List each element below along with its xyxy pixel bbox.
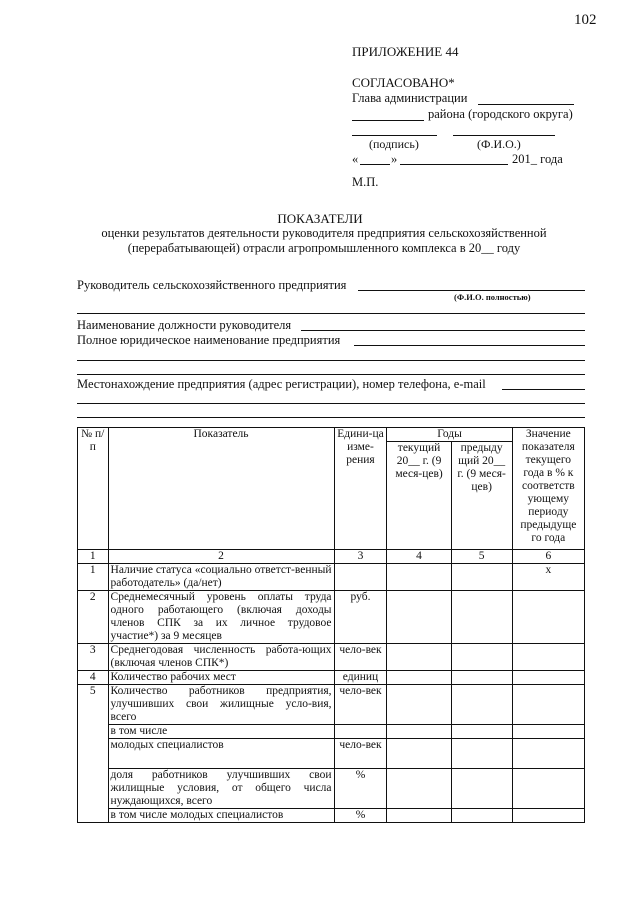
row-num: 2 — [78, 591, 109, 644]
date-month-line — [400, 164, 508, 165]
row-previous[interactable] — [451, 739, 512, 769]
row-unit: чело-век — [334, 644, 387, 671]
row-num — [78, 769, 109, 809]
date-day-line — [360, 164, 390, 165]
row-previous[interactable] — [451, 644, 512, 671]
row-value[interactable] — [512, 769, 584, 809]
signature-caption: (подпись) — [369, 137, 419, 151]
row-current[interactable] — [387, 809, 451, 823]
row-num — [78, 725, 109, 739]
col-num: 3 — [334, 550, 387, 564]
head-admin-label: Глава администрации — [352, 91, 468, 105]
row-unit — [334, 564, 387, 591]
row-previous[interactable] — [451, 725, 512, 739]
header-previous-year: предыду щий 20__ г. (9 меся-цев) — [451, 442, 512, 550]
row-value[interactable] — [512, 739, 584, 769]
row-indicator: Среднегодовая численность работа-ющих (включая членов СПК*) — [108, 644, 334, 671]
row-previous[interactable] — [451, 809, 512, 823]
row-num: 3 — [78, 644, 109, 671]
row-indicator: Среднемесячный уровень оплаты труда одного работающего (включая доходы членов СПК за их личное трудовое участие*) за 9 месяцев — [108, 591, 334, 644]
table-header-row — [78, 428, 585, 442]
legal-name-field-label: Полное юридическое наименование предприятия — [77, 333, 341, 347]
row-current[interactable] — [387, 725, 451, 739]
table-row — [78, 671, 585, 685]
table-row — [78, 564, 585, 591]
column-number-row — [78, 550, 585, 564]
appendix-label: ПРИЛОЖЕНИЕ 44 — [352, 44, 459, 59]
signature-line — [352, 135, 437, 136]
table-row — [78, 685, 585, 725]
document-subtitle-line2: (перерабатывающей) отрасли агропромышленного комплекса в 20__ году — [127, 241, 521, 255]
row-previous[interactable] — [451, 671, 512, 685]
row-indicator: в том числе молодых специалистов — [108, 809, 334, 823]
stamp-label: М.П. — [352, 175, 379, 189]
header-unit: Едини-ца изме-рения — [334, 428, 387, 550]
row-unit: руб. — [334, 591, 387, 644]
legal-name-field-line — [354, 345, 585, 346]
blank-line-1 — [77, 313, 585, 314]
header-value: Значение показателя текущего года в % к соответств ующему периоду предыдуще го года — [512, 428, 584, 550]
row-current[interactable] — [387, 685, 451, 725]
document-title: ПОКАЗАТЕЛИ — [277, 211, 363, 226]
row-unit: % — [334, 809, 387, 823]
row-indicator: Количество рабочих мест — [108, 671, 334, 685]
row-value[interactable] — [512, 685, 584, 725]
row-previous[interactable] — [451, 564, 512, 591]
row-current[interactable] — [387, 739, 451, 769]
header-current-year: текущий 20__ г. (9 меся-цев) — [387, 442, 451, 550]
row-previous[interactable] — [451, 769, 512, 809]
district-name-line — [352, 120, 424, 121]
row-unit: чело-век — [334, 685, 387, 725]
approved-label: СОГЛАСОВАНО* — [352, 75, 455, 90]
row-num — [78, 809, 109, 823]
row-current[interactable] — [387, 671, 451, 685]
col-num: 4 — [387, 550, 451, 564]
blank-line-3 — [77, 374, 585, 375]
row-previous[interactable] — [451, 685, 512, 725]
table-row — [78, 769, 585, 809]
row-num: 4 — [78, 671, 109, 685]
fio-caption: (Ф.И.О.) — [477, 137, 521, 151]
table-row — [78, 739, 585, 769]
table-row — [78, 591, 585, 644]
row-indicator: в том числе — [108, 725, 334, 739]
head-field-line — [358, 290, 585, 291]
col-num: 2 — [108, 550, 334, 564]
row-num: 5 — [78, 685, 109, 725]
row-num: 1 — [78, 564, 109, 591]
position-field-line — [301, 330, 585, 331]
row-current[interactable] — [387, 769, 451, 809]
row-unit: единиц — [334, 671, 387, 685]
head-admin-line — [478, 104, 574, 105]
date-year: 201_ года — [512, 152, 563, 166]
table-row — [78, 644, 585, 671]
blank-line-4 — [77, 403, 585, 404]
fio-line — [453, 135, 555, 136]
date-close-quote: » — [391, 152, 398, 166]
col-num: 5 — [451, 550, 512, 564]
row-current[interactable] — [387, 644, 451, 671]
row-num — [78, 739, 109, 769]
row-value[interactable] — [512, 725, 584, 739]
row-value[interactable] — [512, 644, 584, 671]
row-value[interactable] — [512, 671, 584, 685]
row-current[interactable] — [387, 564, 451, 591]
row-indicator: Наличие статуса «социально ответст-венный работодатель» (да/нет) — [108, 564, 334, 591]
table-row — [78, 725, 585, 739]
row-value[interactable] — [512, 591, 584, 644]
col-num: 1 — [78, 550, 109, 564]
head-field-label: Руководитель сельскохозяйственного предприятия — [77, 278, 347, 292]
header-indicator: Показатель — [108, 428, 334, 550]
blank-line-2 — [77, 360, 585, 361]
row-value: х — [512, 564, 584, 591]
row-indicator: доля работников улучшивших свои жилищные условия, от общего числа нуждающихся, всего — [108, 769, 334, 809]
table-row — [78, 809, 585, 823]
row-indicator: молодых специалистов — [108, 739, 334, 769]
position-field-label: Наименование должности руководителя — [77, 318, 292, 332]
row-current[interactable] — [387, 591, 451, 644]
row-unit: чело-век — [334, 739, 387, 769]
location-field-line — [502, 389, 585, 390]
header-num: № п/п — [78, 428, 109, 550]
district-label: района (городского округа) — [428, 107, 573, 121]
row-previous[interactable] — [451, 591, 512, 644]
row-unit: % — [334, 769, 387, 809]
row-value[interactable] — [512, 809, 584, 823]
col-num: 6 — [512, 550, 584, 564]
indicators-table — [77, 427, 585, 823]
blank-line-5 — [77, 417, 585, 418]
page-number: 102 — [574, 12, 597, 28]
document-subtitle-line1: оценки результатов деятельности руководителя предприятия сельскохозяйственной — [101, 226, 547, 240]
row-unit — [334, 725, 387, 739]
location-field-label: Местонахождение предприятия (адрес регистрации), номер телефона, e-mail — [77, 377, 486, 391]
header-years: Годы — [387, 428, 512, 442]
row-indicator: Количество работников предприятия, улучшивших свои жилищные усло-вия, всего — [108, 685, 334, 725]
date-open-quote: « — [352, 152, 359, 166]
head-field-note: (Ф.И.О. полностью) — [454, 292, 531, 302]
